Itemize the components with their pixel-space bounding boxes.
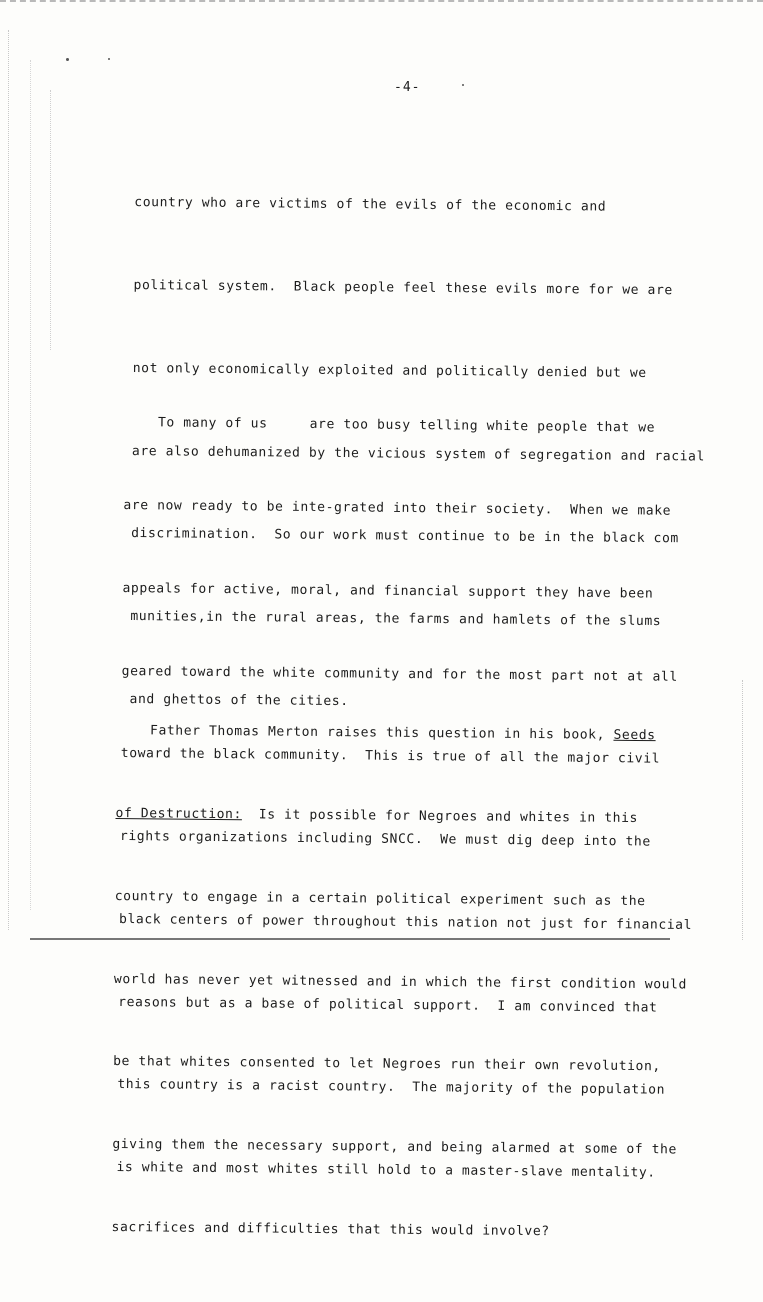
scan-left-edge	[8, 30, 10, 930]
text-line: giving them the necessary support, and being alarmed at some of the	[112, 1137, 678, 1158]
text-line: country who are victims of the evils of the economic and	[134, 195, 607, 215]
scan-left-edge-mark	[50, 90, 52, 350]
text-line: is white and most whites still hold to a master-slave mentality.	[116, 1160, 656, 1181]
text-line: black centers of power throughout this nation not just for financial	[119, 911, 693, 933]
book-title: of Destruction:	[115, 805, 243, 823]
text-line	[115, 800, 688, 833]
text-line: reasons but as a base of political support. I am convinced that	[118, 994, 658, 1016]
text-line: and ghettos of the cities.	[129, 691, 349, 709]
paragraph-3	[111, 662, 693, 1302]
text-line: munities,in the rural areas, the farms and hamlets of the slums	[130, 609, 662, 630]
text-line: are also dehumanized by the vicious system of segregation and racial	[131, 443, 706, 465]
text-line: sacrifices and difficulties that this would involve?	[111, 1219, 550, 1240]
scan-right-edge	[742, 680, 744, 940]
text-segment: Father Thomas Merton raises this question in his book,	[116, 723, 614, 743]
text-line: To many of us are too busy telling white people that we	[124, 415, 656, 436]
text-line: political system. Black people feel these evils more for we are	[133, 277, 673, 299]
text-line: this country is a racist country. The majority of the population	[117, 1077, 666, 1099]
text-line: are now ready to be inte-grated into their society. When we make	[123, 497, 672, 519]
text-line: toward the black community. This is true of all the major civil	[120, 746, 661, 767]
text-line: geared toward the white community and for the most part not at all	[121, 663, 678, 685]
text-line: country to engage in a certain political experiment such as the	[114, 888, 646, 909]
text-segment: Is it possible for Negroes and whites in this	[241, 807, 639, 826]
text-line: not only economically exploited and politically denied but we	[132, 360, 647, 381]
text-line: be that whites consented to let Negroes run their own revolution,	[113, 1054, 661, 1075]
text-line: appeals for active, moral, and financial support they have been	[122, 580, 654, 602]
scan-speck	[462, 84, 464, 86]
scan-top-border	[0, 0, 763, 6]
scan-left-edge-inner	[30, 60, 32, 910]
scan-speck	[108, 58, 110, 60]
text-line: world has never yet witnessed and in which the first condition would	[113, 971, 688, 993]
text-line	[116, 717, 689, 750]
book-title: Seeds	[613, 727, 656, 744]
scan-speck	[66, 58, 69, 61]
text-line: discrimination. So our work must continue to be in the black com	[131, 526, 679, 547]
text-line: rights organizations including SNCC. We must dig deep into the	[119, 829, 651, 850]
page-number: -4-	[394, 80, 421, 95]
